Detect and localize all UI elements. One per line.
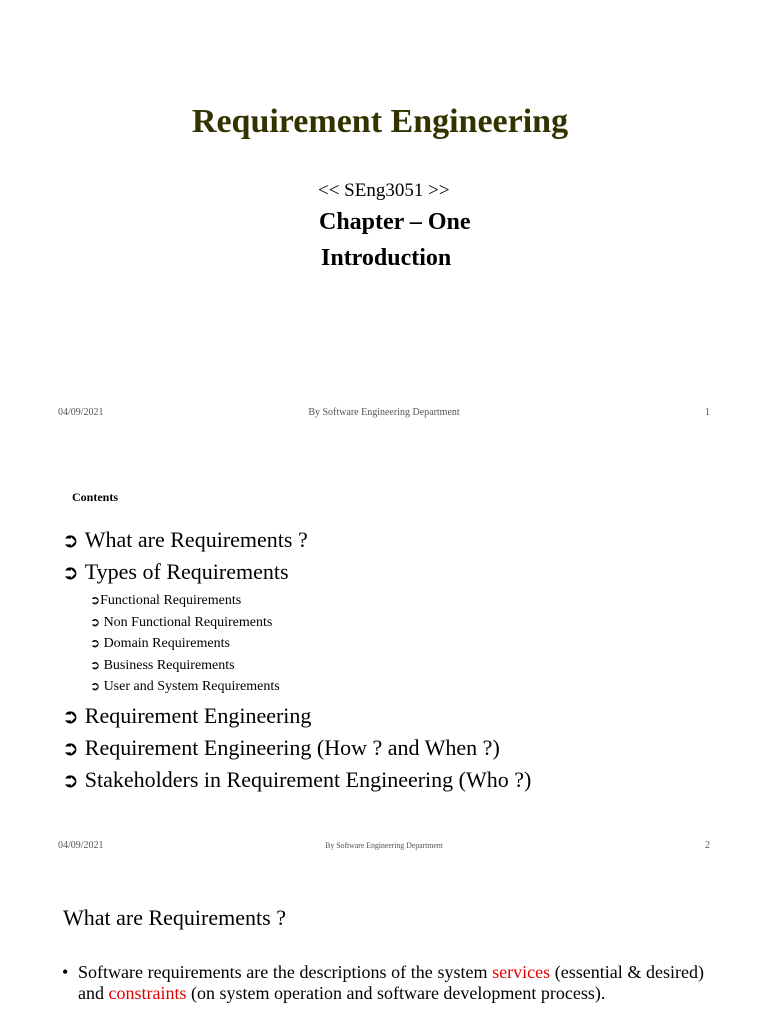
arrow-bullet-icon: ➲ [90,614,101,629]
footer-date: 04/09/2021 [58,840,104,851]
contents-item [62,558,531,590]
contents-subitem-label: Business Requirements [100,657,235,673]
bullet-paragraph [62,962,704,1004]
contents-item-label: Stakeholders in Requirement Engineering (Who ?) [84,766,532,792]
arrow-bullet-icon: ➲ [62,767,79,792]
highlighted-term: constraints [108,983,187,1003]
arrow-bullet-icon: ➲ [90,679,101,693]
contents-item [62,526,531,558]
arrow-bullet-icon: ➲ [90,657,101,672]
contents-subitem [90,633,531,655]
chapter-label: Chapter – One [319,209,471,235]
footer-author: By Software Engineering Department [325,841,443,850]
paragraph-text: (on system operation and software development process). [186,983,606,1003]
contents-item-label: Requirement Engineering (How ? and When ?) [84,734,500,760]
arrow-bullet-icon: ➲ [90,636,101,650]
slide-title: Requirement Engineering [191,103,569,140]
contents-subitem-label: Non Functional Requirements [100,614,273,630]
contents-item-label: Types of Requirements [84,559,289,584]
contents-item-label: What are Requirements ? [84,527,308,552]
chapter-subtitle: Introduction [321,245,452,271]
arrow-bullet-icon: ➲ [62,560,79,584]
contents-subitem-label: User and System Requirements [100,679,280,694]
section-title: What are Requirements ? [63,905,286,930]
footer-page-number: 1 [705,407,710,418]
contents-subitem [90,590,531,612]
course-code: << SEng3051 >> [318,180,450,201]
contents-item [62,766,531,798]
contents-subitem-label: Functional Requirements [100,593,242,608]
contents-item [62,702,531,734]
arrow-bullet-icon: ➲ [62,735,79,760]
contents-list [62,526,531,798]
arrow-bullet-icon: ➲ [90,593,101,607]
arrow-bullet-icon: ➲ [62,528,79,552]
bullet-dot-icon: • [62,962,69,982]
highlighted-term: services [492,962,551,982]
contents-subitem [90,612,531,634]
paragraph-text: (essential & desired) and [78,962,705,1003]
contents-item-label: Requirement Engineering [84,702,312,728]
bullet-text [78,962,704,1004]
footer-author: By Software Engineering Department [308,407,460,418]
contents-subitem [90,676,531,698]
arrow-bullet-icon: ➲ [62,703,79,728]
contents-heading: Contents [72,490,119,504]
contents-item [62,734,531,766]
footer-date: 04/09/2021 [58,407,104,418]
contents-subitem-label: Domain Requirements [100,636,230,651]
contents-subitem [90,655,531,677]
footer-page-number: 2 [705,840,710,851]
contents-sublist [90,590,531,698]
paragraph-text: Software requirements are the descriptions of the system [78,962,493,982]
